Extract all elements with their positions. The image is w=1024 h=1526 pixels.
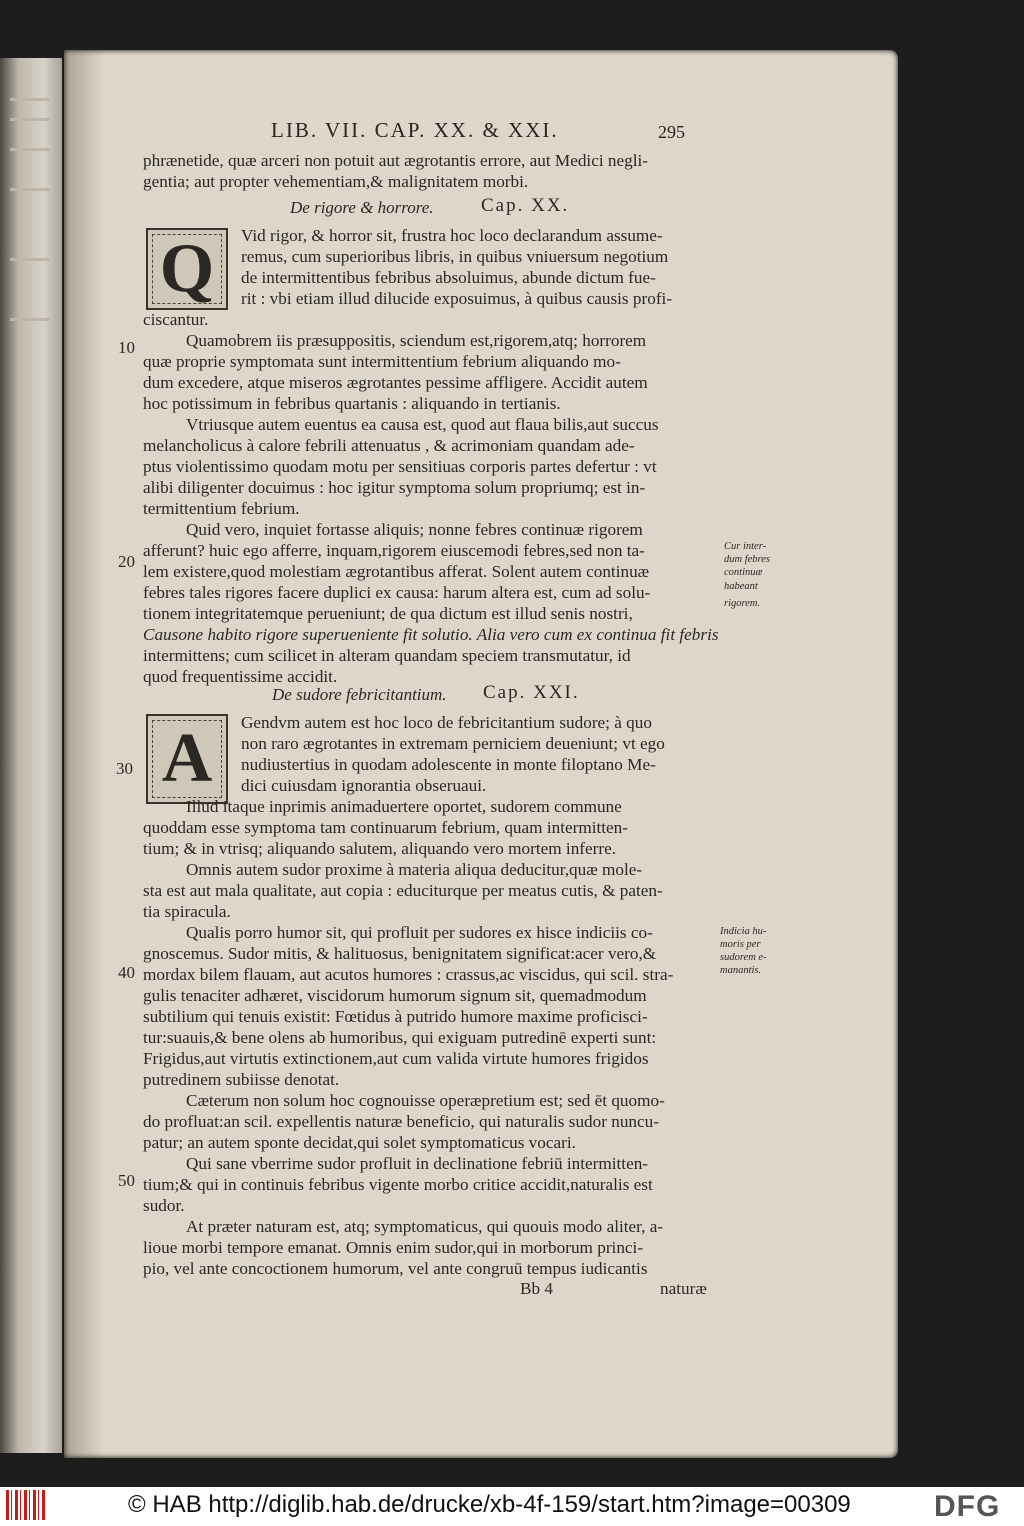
line-number: 20 bbox=[118, 552, 135, 571]
chapter-number: Cap. XX. bbox=[481, 195, 570, 216]
line-number: 10 bbox=[118, 338, 135, 357]
text-line: Vtriusque autem euentus ea causa est, quod aut flaua bilis,aut succus bbox=[186, 415, 659, 434]
catchword: naturæ bbox=[660, 1279, 707, 1298]
barcode-icon bbox=[6, 1490, 46, 1520]
margin-note-line: continuæ bbox=[724, 567, 763, 578]
text-line: de intermittentibus febribus absoluimus, abunde dictum fue- bbox=[241, 268, 656, 287]
text-line: subtilium qui tenuis existit: Fœtidus à putrido humore maxime proficisci- bbox=[143, 1007, 648, 1026]
margin-note-line: manantis. bbox=[720, 965, 762, 976]
text-line: putredinem subiisse denotat. bbox=[143, 1070, 340, 1089]
text-line: tur:suauis,& bene olens ab humoribus, qui exiguam putredinē experti sunt: bbox=[143, 1028, 657, 1047]
text-line: phrænetide, quæ arceri non potuit aut ægrotantis errore, aut Medici negli- bbox=[143, 151, 648, 170]
margin-note-line: Indicia hu- bbox=[720, 926, 767, 937]
text-line: gnoscemus. Sudor mitis, & halituosus, benignitatem significat:acer vero,& bbox=[143, 944, 657, 963]
line-number: 50 bbox=[118, 1171, 135, 1190]
running-title: LIB. VII. CAP. XX. & XXI. bbox=[271, 118, 559, 142]
chapter-heading: De rigore & horrore. bbox=[290, 198, 434, 217]
decorated-initial-q: Q bbox=[146, 228, 228, 310]
text-line: Gendvm autem est hoc loco de febricitantium sudore; à quo bbox=[241, 713, 652, 732]
chapter-number: Cap. XXI. bbox=[483, 682, 580, 703]
margin-note-line: dum febres bbox=[724, 554, 770, 565]
dfg-logo: DFG bbox=[934, 1490, 1001, 1523]
text-line: ptus violentissimo quodam motu per sensitiuas corporis partes defertur : vt bbox=[143, 457, 657, 476]
text-line: ciscantur. bbox=[143, 310, 209, 329]
text-line: lioue morbi tempore emanat. Omnis enim sudor,qui in morborum princi- bbox=[143, 1238, 644, 1257]
text-line: quod frequentissime accidit. bbox=[143, 667, 338, 686]
margin-note-line: habeant bbox=[724, 581, 758, 592]
line-number: 30 bbox=[116, 759, 133, 778]
text-line: tium;& qui in continuis febribus vigente morbo critice accidit,naturalis est bbox=[143, 1175, 653, 1194]
text-line: lem existere,quod molestiam ægrotantibus afferat. Solent autem continuæ bbox=[143, 562, 650, 581]
text-line: pio, vel ante concoctionem humorum, vel ante congruū tempus iudicantis bbox=[143, 1259, 648, 1278]
text-line: quoddam esse symptoma tam continuarum febrium, quam intermitten- bbox=[143, 818, 628, 837]
left-page-edge bbox=[0, 58, 62, 1453]
viewer-footer bbox=[0, 1487, 1024, 1526]
chapter-heading: De sudore febricitantium. bbox=[272, 685, 447, 704]
text-line: afferunt? huic ego afferre, inquam,rigorem eiuscemodi febres,sed non ta- bbox=[143, 541, 645, 560]
text-line: rit : vbi etiam illud dilucide exposuimus, à quibus causis profi- bbox=[241, 289, 673, 308]
ornament-border bbox=[152, 720, 222, 798]
text-line: At præter naturam est, atq; symptomaticus, qui quouis modo aliter, a- bbox=[186, 1217, 664, 1236]
text-line: tionem integritatemque perueniunt; de qua dictum est illud senis nostri, bbox=[143, 604, 633, 623]
text-line: Qualis porro humor sit, qui profluit per sudores ex hisce indiciis co- bbox=[186, 923, 653, 942]
text-line: Cæterum non solum hoc cognouisse operæpretium est; sed ēt quomo- bbox=[186, 1091, 665, 1110]
margin-note-line: moris per bbox=[720, 939, 761, 950]
text-line: alibi diligenter docuimus : hoc igitur symptoma solum propriumq; est in- bbox=[143, 478, 646, 497]
text-line: sta est aut mala qualitate, aut copia : educiturque per meatus cutis, & paten- bbox=[143, 881, 663, 900]
text-line: Omnis autem sudor proxime à materia aliqua deducitur,quæ mole- bbox=[186, 860, 643, 879]
text-line: febres tales rigores facere duplici ex causa: harum altera est, cum ad solu- bbox=[143, 583, 651, 602]
text-line: do profluat:an scil. expellentis naturæ beneficio, qui naturalis sudor nuncu- bbox=[143, 1112, 659, 1131]
text-line: Qui sane vberrime sudor profluit in declinatione febriū intermitten- bbox=[186, 1154, 649, 1173]
margin-note-line: Cur inter- bbox=[724, 541, 767, 552]
text-line: hoc potissimum in febribus quartanis : aliquando in tertianis. bbox=[143, 394, 561, 413]
text-line: Quamobrem iis præsuppositis, sciendum est,rigorem,atq; horrorem bbox=[186, 331, 647, 350]
text-line: Frigidus,aut virtutis extinctionem,aut cum valida virtute humores frigidos bbox=[143, 1049, 649, 1068]
text-line: Illud itaque inprimis animaduertere oportet, sudorem commune bbox=[186, 797, 622, 816]
decorated-initial-a: A bbox=[146, 714, 228, 804]
text-line: quæ proprie symptomata sunt intermittentium febrium aliquando mo- bbox=[143, 352, 621, 371]
copyright-link[interactable]: © HAB http://diglib.hab.de/drucke/xb-4f-159/start.htm?image=00309 bbox=[128, 1491, 851, 1518]
text-line: gentia; aut propter vehementiam,& malignitatem morbi. bbox=[143, 172, 529, 191]
text-line: remus, cum superioribus libris, in quibus vniuersum negotium bbox=[241, 247, 669, 266]
text-line: gulis tenaciter adhæret, viscidorum humorum signum sit, quemadmodum bbox=[143, 986, 647, 1005]
margin-note-line: sudorem e- bbox=[720, 952, 767, 963]
text-line: patur; an autem sponte decidat,qui solet symptomaticus vocari. bbox=[143, 1133, 576, 1152]
text-line: non raro ægrotantes in extremam perniciem deueniunt; vt ego bbox=[241, 734, 665, 753]
text-line: Vid rigor, & horror sit, frustra hoc loco declarandum assume- bbox=[241, 226, 663, 245]
page-number: 295 bbox=[658, 122, 685, 142]
text-line: intermittens; cum scilicet in alteram quandam speciem transmutatur, id bbox=[143, 646, 631, 665]
text-line: dici cuiusdam ignorantia obseruaui. bbox=[241, 776, 487, 795]
text-line: sudor. bbox=[143, 1196, 185, 1215]
text-line: nudiustertius in quodam adolescente in monte filoptano Me- bbox=[241, 755, 656, 774]
line-number: 40 bbox=[118, 963, 135, 982]
margin-note-line: rigorem. bbox=[724, 598, 761, 609]
text-line: Quid vero, inquiet fortasse aliquis; nonne febres continuæ rigorem bbox=[186, 520, 643, 539]
text-line: termittentium febrium. bbox=[143, 499, 300, 518]
signature-mark: Bb 4 bbox=[520, 1279, 553, 1298]
text-line: Causone habito rigore superueniente fit solutio. Alia vero cum ex continua fit febris bbox=[143, 625, 719, 644]
text-line: tium; & in vtrisq; aliquando salutem, aliquando vero mortem inferre. bbox=[143, 839, 617, 858]
text-line: dum excedere, atque miseros ægrotantes pessime affligere. Accidit autem bbox=[143, 373, 648, 392]
text-line: mordax bilem flauam, aut acutos humores : crassus,ac viscidus, qui scil. stra- bbox=[143, 965, 674, 984]
text-line: melancholicus à calore febrili attenuatus , & acrimoniam quandam ade- bbox=[143, 436, 635, 455]
ornament-border bbox=[152, 234, 222, 304]
text-line: tia spiracula. bbox=[143, 902, 231, 921]
